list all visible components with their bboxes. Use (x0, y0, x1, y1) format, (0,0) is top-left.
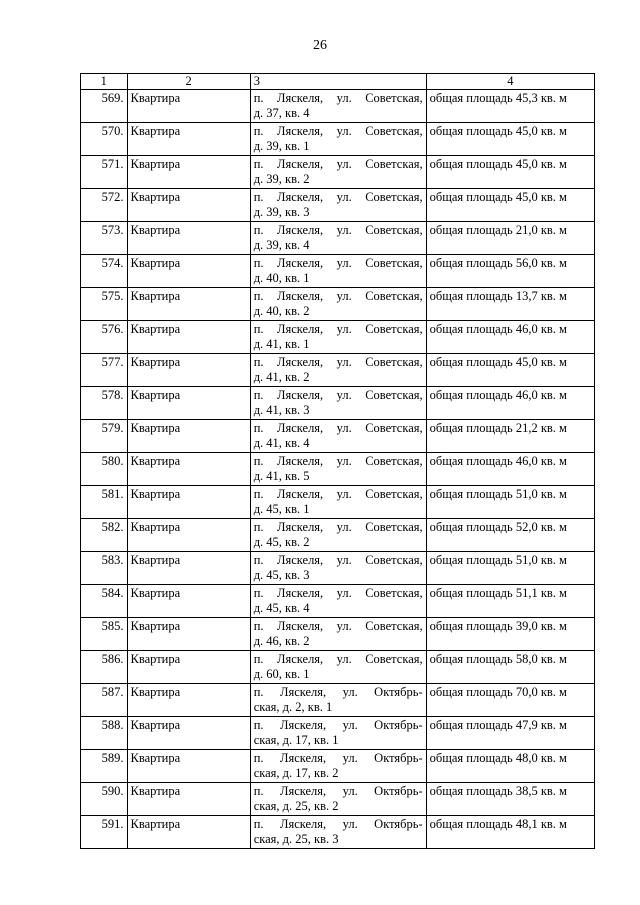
address-line-1: п. Ляскеля, ул. Октябрь- (253, 751, 423, 765)
address-line-1: п. Ляскеля, ул. Советская, (253, 487, 423, 501)
table-row (81, 321, 595, 354)
table-row (81, 354, 595, 387)
property-name: Квартира (127, 354, 250, 387)
property-description: общая площадь 46,0 кв. м (426, 321, 594, 354)
property-description: общая площадь 45,0 кв. м (426, 189, 594, 222)
table-row (81, 255, 595, 288)
property-description: общая площадь 58,0 кв. м (426, 651, 594, 684)
table-row (81, 519, 595, 552)
address-line-1: п. Ляскеля, ул. Октябрь- (253, 718, 423, 732)
property-description: общая площадь 45,0 кв. м (426, 156, 594, 189)
table-row (81, 222, 595, 255)
row-number: 591. (81, 816, 128, 849)
row-number: 569. (81, 90, 128, 123)
address-line-2: д. 39, кв. 1 (253, 139, 310, 153)
row-number: 574. (81, 255, 128, 288)
address-line-1: п. Ляскеля, ул. Советская, (253, 322, 423, 336)
table-row (81, 717, 595, 750)
address-line-2: д. 41, кв. 4 (253, 436, 310, 450)
address-line-1: п. Ляскеля, ул. Советская, (253, 124, 423, 138)
row-number: 584. (81, 585, 128, 618)
property-address (250, 816, 426, 849)
table-row (81, 288, 595, 321)
property-address (250, 321, 426, 354)
property-description: общая площадь 56,0 кв. м (426, 255, 594, 288)
table-row (81, 651, 595, 684)
property-address (250, 354, 426, 387)
property-name: Квартира (127, 453, 250, 486)
address-line-1: п. Ляскеля, ул. Октябрь- (253, 685, 423, 699)
property-name: Квартира (127, 189, 250, 222)
address-line-1: п. Ляскеля, ул. Советская, (253, 91, 423, 105)
row-number: 572. (81, 189, 128, 222)
address-line-2: д. 40, кв. 1 (253, 271, 310, 285)
address-line-1: п. Ляскеля, ул. Советская, (253, 586, 423, 600)
table-row (81, 552, 595, 585)
property-name: Квартира (127, 90, 250, 123)
address-line-1: п. Ляскеля, ул. Советская, (253, 421, 423, 435)
address-line-2: д. 41, кв. 5 (253, 469, 310, 483)
property-address (250, 750, 426, 783)
table-row (81, 585, 595, 618)
address-line-1: п. Ляскеля, ул. Советская, (253, 553, 423, 567)
property-description: общая площадь 51,0 кв. м (426, 486, 594, 519)
property-description: общая площадь 21,0 кв. м (426, 222, 594, 255)
row-number: 573. (81, 222, 128, 255)
property-description: общая площадь 45,3 кв. м (426, 90, 594, 123)
row-number: 586. (81, 651, 128, 684)
address-line-2: ская, д. 25, кв. 2 (253, 799, 339, 813)
table-body (81, 90, 595, 849)
page-number: 26 (313, 38, 327, 53)
property-name: Квартира (127, 552, 250, 585)
property-description: общая площадь 39,0 кв. м (426, 618, 594, 651)
address-line-2: ская, д. 17, кв. 1 (253, 733, 339, 747)
table-row (81, 156, 595, 189)
address-line-1: п. Ляскеля, ул. Советская, (253, 256, 423, 270)
property-name: Квартира (127, 288, 250, 321)
property-address (250, 123, 426, 156)
property-description: общая площадь 45,0 кв. м (426, 123, 594, 156)
property-description: общая площадь 51,0 кв. м (426, 552, 594, 585)
column-header-1: 1 (81, 74, 128, 90)
address-line-2: д. 39, кв. 2 (253, 172, 310, 186)
row-number: 589. (81, 750, 128, 783)
address-line-2: д. 45, кв. 1 (253, 502, 310, 516)
property-address (250, 222, 426, 255)
property-name: Квартира (127, 387, 250, 420)
property-address (250, 387, 426, 420)
row-number: 578. (81, 387, 128, 420)
property-name: Квартира (127, 651, 250, 684)
address-line-2: д. 39, кв. 3 (253, 205, 310, 219)
property-name: Квартира (127, 222, 250, 255)
property-name: Квартира (127, 156, 250, 189)
table-row (81, 123, 595, 156)
table-header-row (81, 74, 595, 90)
address-line-2: д. 45, кв. 2 (253, 535, 310, 549)
address-line-2: д. 60, кв. 1 (253, 667, 310, 681)
property-name: Квартира (127, 486, 250, 519)
property-address (250, 255, 426, 288)
address-line-2: д. 45, кв. 4 (253, 601, 310, 615)
row-number: 583. (81, 552, 128, 585)
address-line-1: п. Ляскеля, ул. Советская, (253, 454, 423, 468)
property-address (250, 684, 426, 717)
address-line-1: п. Ляскеля, ул. Октябрь- (253, 817, 423, 831)
property-name: Квартира (127, 717, 250, 750)
row-number: 570. (81, 123, 128, 156)
address-line-2: д. 39, кв. 4 (253, 238, 310, 252)
table-row (81, 618, 595, 651)
table-row (81, 453, 595, 486)
row-number: 585. (81, 618, 128, 651)
table-row (81, 486, 595, 519)
property-description: общая площадь 38,5 кв. м (426, 783, 594, 816)
property-description: общая площадь 70,0 кв. м (426, 684, 594, 717)
address-line-2: д. 37, кв. 4 (253, 106, 310, 120)
address-line-2: д. 46, кв. 2 (253, 634, 310, 648)
address-line-2: д. 41, кв. 2 (253, 370, 310, 384)
column-header-4: 4 (426, 74, 594, 90)
property-address (250, 519, 426, 552)
row-number: 576. (81, 321, 128, 354)
property-name: Квартира (127, 420, 250, 453)
property-address (250, 717, 426, 750)
property-name: Квартира (127, 816, 250, 849)
property-description: общая площадь 48,0 кв. м (426, 750, 594, 783)
column-header-2: 2 (127, 74, 250, 90)
property-description: общая площадь 47,9 кв. м (426, 717, 594, 750)
address-line-2: д. 40, кв. 2 (253, 304, 310, 318)
address-line-2: ская, д. 25, кв. 3 (253, 832, 339, 846)
property-address (250, 420, 426, 453)
address-line-1: п. Ляскеля, ул. Советская, (253, 388, 423, 402)
property-table (80, 73, 595, 849)
table-row (81, 90, 595, 123)
address-line-1: п. Ляскеля, ул. Советская, (253, 355, 423, 369)
address-line-1: п. Ляскеля, ул. Советская, (253, 289, 423, 303)
table-row (81, 750, 595, 783)
address-line-2: ская, д. 17, кв. 2 (253, 766, 339, 780)
address-line-1: п. Ляскеля, ул. Советская, (253, 652, 423, 666)
table-row (81, 387, 595, 420)
property-description: общая площадь 13,7 кв. м (426, 288, 594, 321)
row-number: 588. (81, 717, 128, 750)
row-number: 590. (81, 783, 128, 816)
row-number: 582. (81, 519, 128, 552)
column-header-3: 3 (250, 74, 426, 90)
property-description: общая площадь 46,0 кв. м (426, 453, 594, 486)
property-address (250, 288, 426, 321)
property-name: Квартира (127, 519, 250, 552)
table-row (81, 189, 595, 222)
property-address (250, 486, 426, 519)
row-number: 587. (81, 684, 128, 717)
address-line-1: п. Ляскеля, ул. Советская, (253, 520, 423, 534)
row-number: 577. (81, 354, 128, 387)
property-description: общая площадь 46,0 кв. м (426, 387, 594, 420)
row-number: 575. (81, 288, 128, 321)
property-description: общая площадь 45,0 кв. м (426, 354, 594, 387)
table-row (81, 420, 595, 453)
property-address (250, 552, 426, 585)
address-line-1: п. Ляскеля, ул. Советская, (253, 619, 423, 633)
row-number: 580. (81, 453, 128, 486)
property-name: Квартира (127, 618, 250, 651)
property-address (250, 90, 426, 123)
property-address (250, 189, 426, 222)
property-name: Квартира (127, 585, 250, 618)
address-line-1: п. Ляскеля, ул. Советская, (253, 223, 423, 237)
property-name: Квартира (127, 123, 250, 156)
address-line-2: д. 41, кв. 1 (253, 337, 310, 351)
table-row (81, 816, 595, 849)
property-name: Квартира (127, 783, 250, 816)
address-line-2: ская, д. 2, кв. 1 (253, 700, 333, 714)
property-name: Квартира (127, 321, 250, 354)
property-name: Квартира (127, 255, 250, 288)
property-name: Квартира (127, 750, 250, 783)
table-row (81, 684, 595, 717)
property-address (250, 585, 426, 618)
address-line-1: п. Ляскеля, ул. Советская, (253, 157, 423, 171)
property-description: общая площадь 21,2 кв. м (426, 420, 594, 453)
property-name: Квартира (127, 684, 250, 717)
property-address (250, 651, 426, 684)
address-line-1: п. Ляскеля, ул. Советская, (253, 190, 423, 204)
property-address (250, 156, 426, 189)
property-description: общая площадь 52,0 кв. м (426, 519, 594, 552)
address-line-1: п. Ляскеля, ул. Октябрь- (253, 784, 423, 798)
row-number: 571. (81, 156, 128, 189)
address-line-2: д. 41, кв. 3 (253, 403, 310, 417)
property-description: общая площадь 48,1 кв. м (426, 816, 594, 849)
table-row (81, 783, 595, 816)
property-address (250, 783, 426, 816)
property-address (250, 618, 426, 651)
property-description: общая площадь 51,1 кв. м (426, 585, 594, 618)
row-number: 579. (81, 420, 128, 453)
address-line-2: д. 45, кв. 3 (253, 568, 310, 582)
row-number: 581. (81, 486, 128, 519)
property-address (250, 453, 426, 486)
